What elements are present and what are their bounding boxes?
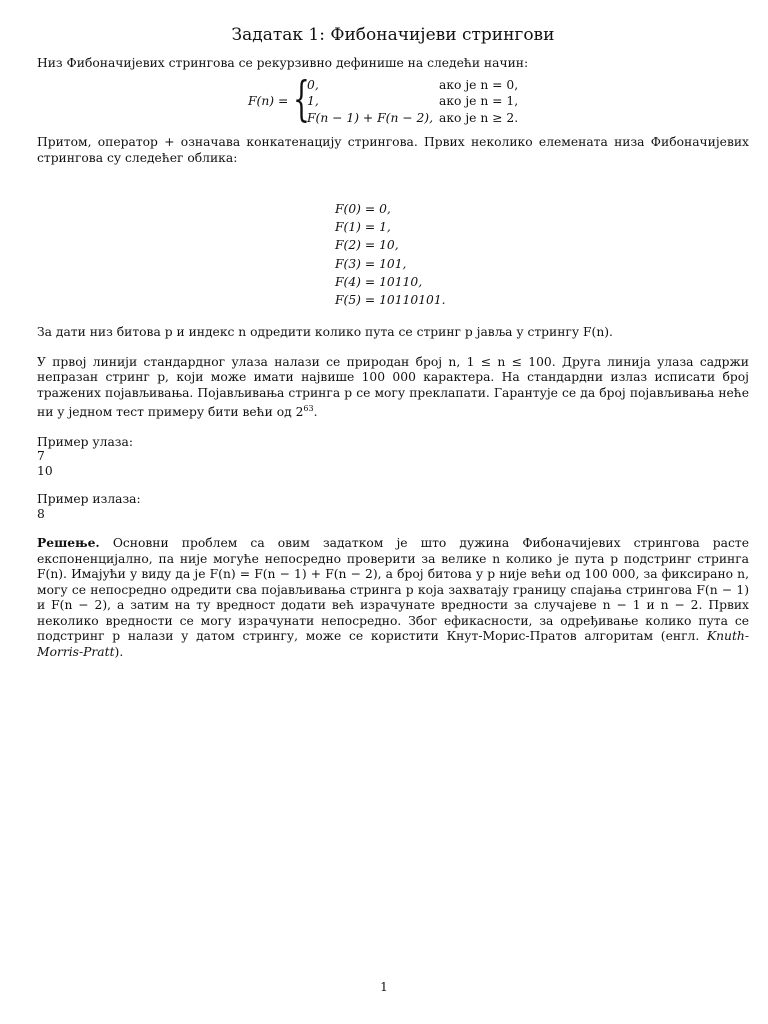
sequence-item: F(0) = 0,: [335, 202, 391, 216]
intro-paragraph: Низ Фибоначијевих стрингова се рекурзивно дефинише на следећи начин:: [37, 55, 529, 70]
document-page: [37, 25, 749, 660]
example-output-label: Пример излаза:: [37, 492, 141, 507]
sequence-item: F(2) = 10,: [335, 238, 399, 253]
sequence-item: F(4) = 10110,: [335, 274, 423, 289]
page-title: Задатак 1: Фибоначијеви стрингови: [231, 25, 555, 45]
task-paragraph: За дати низ битова p и индекс n одредити колико пута се стринг p јавља у стрингу F(n).: [37, 325, 613, 340]
case-condition-2: ако је n ≥ 2.: [439, 111, 519, 125]
input-description-end: .: [313, 405, 318, 420]
solution-end: ).: [114, 644, 124, 659]
definition-equation: [37, 71, 749, 129]
sequence-item: F(3) = 101,: [335, 256, 407, 271]
solution-label: Решење.: [37, 535, 100, 551]
example-input-line: 10: [37, 463, 53, 478]
example-output-line: 8: [37, 506, 45, 521]
case-value-1: 1,: [307, 94, 319, 108]
left-brace: {: [293, 71, 310, 127]
sequence-item: F(1) = 1,: [335, 220, 391, 235]
input-description-text: У првој линији стандардног улаза налази се природан број n, 1 ≤ n ≤ 100. Друга линија улаза садржи непразан стринг p, који може имати највише 100 000 карактера. На стандардни излаз исписати број тражених појављивања. Појављивања стринга p се могу преклапати. Гарантује се да број појављивања неће ни у једном тест примеру бити већи од 2: [37, 354, 749, 420]
solution-paragraph: [37, 535, 749, 660]
sequence-item: F(5) = 10110101.: [335, 293, 446, 308]
concat-paragraph: Притом, оператор + означава конкатенацију стрингова. Првих неколико елемената низа Фибоначијевих стрингова су следећег облика:: [37, 135, 749, 165]
sequence-list: [335, 200, 749, 309]
solution-text: Основни проблем са овим задатком је што дужина Фибоначијевих стрингова расте експоненцијално, па није могуће непосредно проверити за велике n колико је пута p подстринг стринга F(n). Имајући у виду да је F(n) = F(n − 1) + F(n − 2), а број битова у p није већи од 100 000, за фиксирано n, могу се непосредно одредити сва појављивања стринга p која захватају границу спајања стрингова F(n − 1) и F(n − 2), а затим на ту вредност додати већ израчунате вредности за случајеве n − 1 и n − 2. Првих неколико вредности се могу израчунати непосредно. Због ефикасности, за одређивање колико пута се подстринг p налази у датом стрингу, може се користити Кнут-Морис-Пратов алгоритам (енгл.: [37, 536, 749, 644]
definition-lhs: F(n) =: [248, 94, 289, 108]
algorithm-name: Knuth-Morris-Pratt: [37, 629, 749, 659]
example-output: [37, 492, 749, 521]
example-input-line: 7: [37, 449, 45, 464]
example-input-label: Пример улаза:: [37, 434, 133, 449]
case-value-0: 0,: [307, 78, 319, 92]
exponent: 63: [303, 404, 314, 414]
case-value-2: F(n − 1) + F(n − 2),: [307, 111, 434, 125]
case-condition-0: ако је n = 0,: [439, 78, 519, 92]
example-input: [37, 435, 749, 479]
input-description: [37, 355, 749, 421]
case-condition-1: ако је n = 1,: [439, 94, 519, 108]
page-number: 1: [380, 980, 388, 994]
